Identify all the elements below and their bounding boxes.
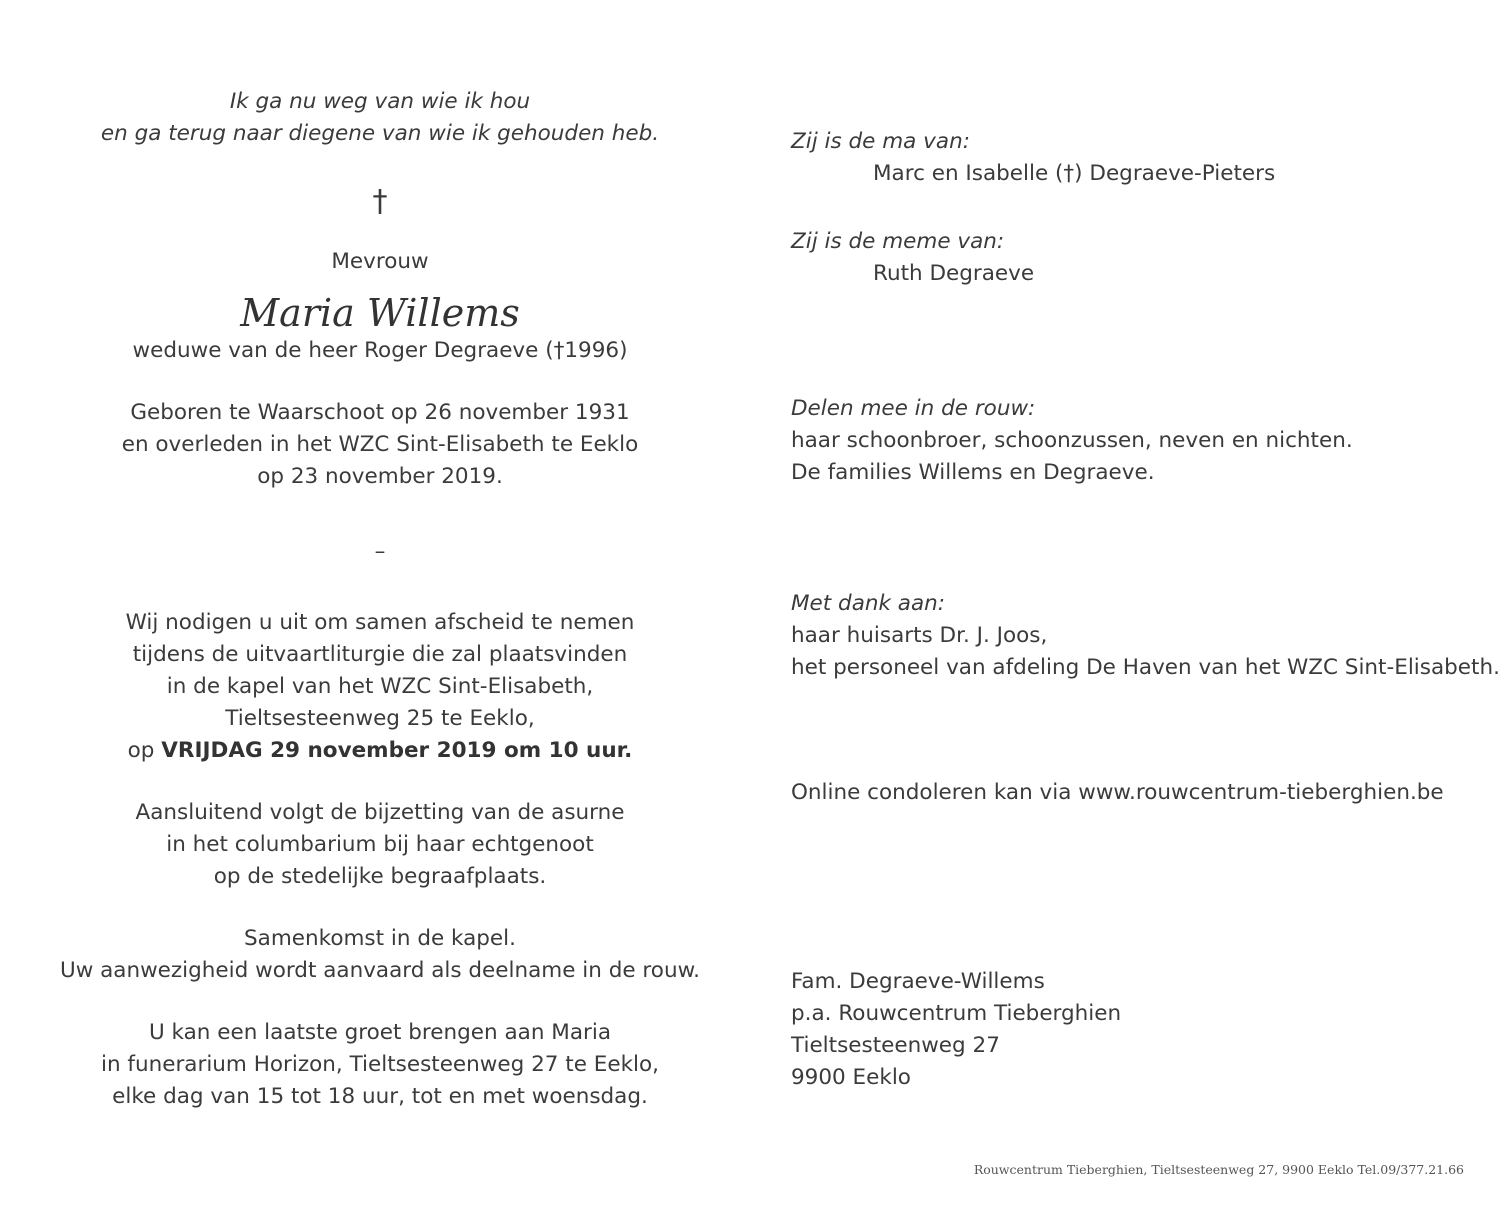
invitation-line: Tieltsesteenweg 25 te Eeklo, xyxy=(225,706,535,731)
burial-block xyxy=(40,797,720,893)
grandmother-of-block xyxy=(791,226,1491,290)
burial-line: in het columbarium bij haar echtgenoot xyxy=(166,832,594,857)
ceremony-date-prefix: op xyxy=(127,738,162,763)
thanks-line: het personeel van afdeling De Haven van het WZC Sint-Elisabeth. xyxy=(791,655,1500,680)
visitation-block xyxy=(40,1017,720,1113)
footer-imprint: Rouwcentrum Tieberghien, Tieltsesteenweg 27, 9900 Eeklo Tel.09/377.21.66 xyxy=(973,1162,1464,1177)
grandmother-of-heading: Zij is de meme van: xyxy=(791,229,1005,254)
birth-death-line: en overleden in het WZC Sint-Elisabeth te Eeklo xyxy=(121,432,639,457)
salutation: Mevrouw xyxy=(331,249,429,274)
address-line: p.a. Rouwcentrum Tieberghien xyxy=(791,1001,1122,1026)
right-column xyxy=(791,126,1500,1094)
address-block xyxy=(791,966,1491,1094)
address-line: Fam. Degraeve-Willems xyxy=(791,969,1045,994)
poem xyxy=(40,86,720,150)
mourners-line: haar schoonbroer, schoonzussen, neven en nichten. xyxy=(791,428,1353,453)
burial-line: op de stedelijke begraafplaats. xyxy=(213,864,547,889)
poem-line: en ga terug naar diegene van wie ik gehouden heb. xyxy=(100,121,660,146)
visitation-line: in funerarium Horizon, Tieltsesteenweg 27 te Eeklo, xyxy=(100,1052,659,1077)
left-column xyxy=(40,86,720,1113)
deceased-name: Maria Willems xyxy=(240,291,520,335)
thanks-line: haar huisarts Dr. J. Joos, xyxy=(791,623,1048,648)
invitation-block xyxy=(40,607,720,767)
thanks-heading: Met dank aan: xyxy=(791,591,945,616)
online-condolence-text: Online condoleren kan via www.rouwcentrum-tieberghien.be xyxy=(791,780,1444,805)
mourners-heading: Delen mee in de rouw: xyxy=(791,396,1036,421)
birth-death-line: Geboren te Waarschoot op 26 november 1931 xyxy=(130,400,630,425)
birth-death-block xyxy=(40,397,720,493)
burial-line: Aansluitend volgt de bijzetting van de asurne xyxy=(135,800,625,825)
invitation-line: in de kapel van het WZC Sint-Elisabeth, xyxy=(166,674,594,699)
visitation-line: elke dag van 15 tot 18 uur, tot en met woensdag. xyxy=(112,1084,648,1109)
spouse-line: weduwe van de heer Roger Degraeve (†1996) xyxy=(132,338,628,363)
gathering-line: Uw aanwezigheid wordt aanvaard als deelname in de rouw. xyxy=(59,958,701,983)
mother-of-names: Marc en Isabelle (†) Degraeve-Pieters xyxy=(873,161,1276,186)
ceremony-date-line xyxy=(40,735,720,767)
poem-line: Ik ga nu weg van wie ik hou xyxy=(229,89,531,114)
grandmother-of-names: Ruth Degraeve xyxy=(873,261,1035,286)
visitation-line: U kan een laatste groet brengen aan Maria xyxy=(148,1020,612,1045)
address-line: Tieltsesteenweg 27 xyxy=(791,1033,1000,1058)
mourners-block xyxy=(791,393,1491,489)
address-line: 9900 Eeklo xyxy=(791,1065,911,1090)
cross-icon: † xyxy=(372,184,388,219)
mother-of-block xyxy=(791,126,1491,190)
mourners-line: De families Willems en Degraeve. xyxy=(791,460,1155,485)
invitation-line: tijdens de uitvaartliturgie die zal plaatsvinden xyxy=(132,642,628,667)
thanks-block xyxy=(791,588,1500,684)
birth-death-line: op 23 november 2019. xyxy=(257,464,503,489)
gathering-line: Samenkomst in de kapel. xyxy=(244,926,516,951)
invitation-line: Wij nodigen u uit om samen afscheid te nemen xyxy=(125,610,635,635)
ceremony-date: VRIJDAG 29 november 2019 om 10 uur. xyxy=(161,738,633,763)
separator-dash: – xyxy=(374,539,386,564)
gathering-block xyxy=(40,923,720,987)
mother-of-heading: Zij is de ma van: xyxy=(791,129,970,154)
